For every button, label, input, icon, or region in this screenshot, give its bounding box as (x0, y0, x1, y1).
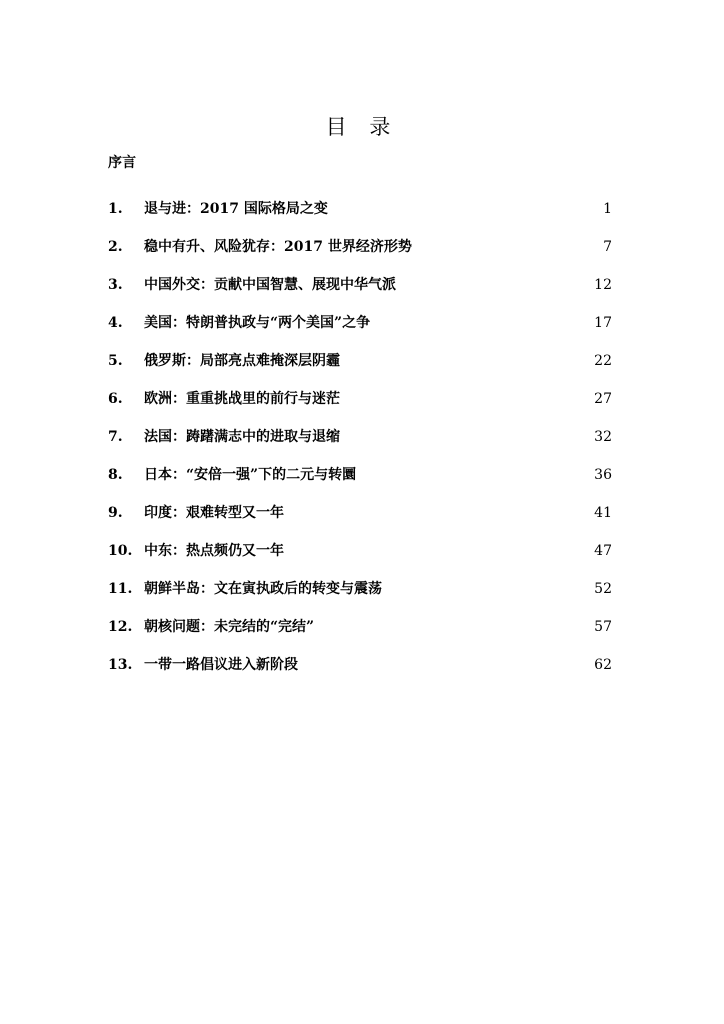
toc-entry-number: 12. (108, 619, 133, 635)
toc-entry-number: 3. (108, 277, 123, 293)
toc-entry[interactable] (108, 418, 612, 456)
toc-entry-page-number: 36 (594, 467, 612, 483)
toc-entry-title: 欧洲：重重挑战里的前行与迷茫 (144, 391, 340, 407)
toc-entry[interactable] (108, 190, 612, 228)
toc-entry-title: 俄罗斯：局部亮点难掩深层阴霾 (144, 353, 340, 369)
toc-entry-number: 2. (108, 239, 123, 255)
toc-entry-number: 13. (108, 657, 133, 673)
toc-entry[interactable] (108, 266, 612, 304)
toc-entry-page-number: 1 (603, 201, 612, 217)
toc-entry-title: 朝鲜半岛：文在寅执政后的转变与震荡 (144, 581, 382, 597)
toc-entry-title: 印度：艰难转型又一年 (144, 505, 284, 521)
toc-entry-title: 朝核问题：未完结的“完结” (144, 619, 315, 635)
toc-entry-number: 7. (108, 429, 123, 445)
toc-entry[interactable] (108, 380, 612, 418)
toc-entry-title: 稳中有升、风险犹存：2017 世界经济形势 (144, 239, 412, 255)
toc-entry[interactable] (108, 304, 612, 342)
toc-entry[interactable] (108, 342, 612, 380)
toc-entry[interactable] (108, 494, 612, 532)
toc-entry-page-number: 27 (594, 391, 612, 407)
toc-entry-page-number: 12 (594, 277, 612, 293)
toc-entry-title: 法国：踌躇满志中的进取与退缩 (144, 429, 340, 445)
toc-entry-number: 9. (108, 505, 123, 521)
toc-entry-number: 4. (108, 315, 123, 331)
toc-entry-page-number: 57 (594, 619, 612, 635)
toc-entry-title: 中国外交：贡献中国智慧、展现中华气派 (144, 277, 396, 293)
toc-entry-title: 一带一路倡议进入新阶段 (144, 657, 298, 673)
toc-entry-title: 日本：“安倍一强”下的二元与转圜 (144, 467, 357, 483)
toc-entry-number: 10. (108, 543, 133, 559)
toc-entry-page-number: 52 (594, 581, 612, 597)
toc-entry-page-number: 17 (594, 315, 612, 331)
toc-entry[interactable] (108, 532, 612, 570)
toc-entry[interactable] (108, 646, 612, 684)
toc-entry-page-number: 22 (594, 353, 612, 369)
toc-entry-page-number: 41 (594, 505, 612, 521)
toc-entry-page-number: 32 (594, 429, 612, 445)
toc-entry[interactable] (108, 608, 612, 646)
toc-entry[interactable] (108, 570, 612, 608)
toc-entry-number: 5. (108, 353, 123, 369)
toc-entry[interactable] (108, 456, 612, 494)
toc-entry-page-number: 47 (594, 543, 612, 559)
toc-preface: 序言 (108, 155, 136, 171)
toc-entry-title: 退与进：2017 国际格局之变 (144, 201, 328, 217)
toc-entry-number: 1. (108, 201, 123, 217)
toc-entry-number: 11. (108, 581, 133, 597)
toc-entry-title: 美国：特朗普执政与“两个美国”之争 (144, 315, 371, 331)
toc-entry[interactable] (108, 228, 612, 266)
toc-entry-page-number: 62 (594, 657, 612, 673)
toc-entry-page-number: 7 (603, 239, 612, 255)
toc-title: 目 录 (325, 115, 399, 139)
toc-list (108, 190, 612, 684)
toc-entry-title: 中东：热点频仍又一年 (144, 543, 284, 559)
toc-entry-number: 8. (108, 467, 123, 483)
toc-entry-number: 6. (108, 391, 123, 407)
